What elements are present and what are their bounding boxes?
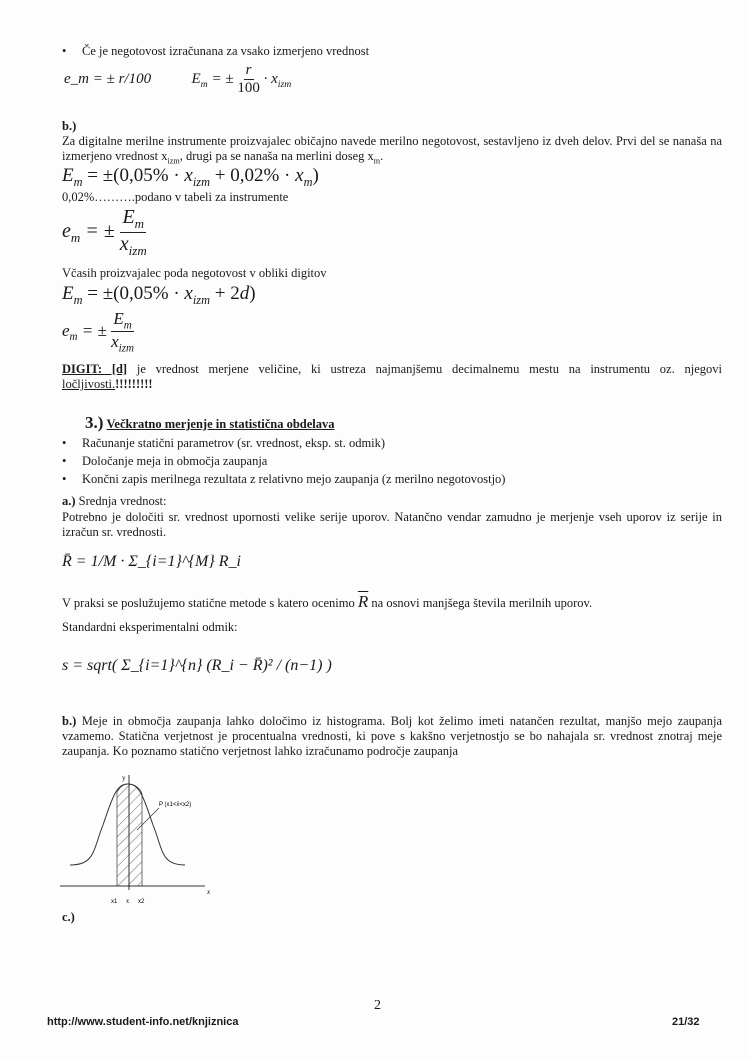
x1-label: x1 [111, 899, 118, 905]
title: Srednja vrednost: [75, 494, 167, 508]
text: je vrednost merjene veličine, ki ustreza najmanjšemu decimalnemu mestu na instrumentu oz. njegovi [127, 362, 722, 376]
equation-em-left: e_m = ± r/100 [64, 71, 152, 87]
text: !!!!!!!!! [115, 377, 153, 391]
note-002: 0,02%……….podano v tabeli za instrumente [62, 190, 289, 204]
section-number: 3.) [85, 413, 104, 432]
text: Meje in območja zaupanja lahko določimo iz histograma. Bolj kot želimo imeti natančen rezultat, manjšo mejo zaupanja vzamemo. Statična verjetnost je procentualna vrednosti, ki pove s kakšno verjetnostjo se bo nahajala sr. vrednost znotraj meje zaupanja. Ko poznamo statično verjetnost lahko izračunamo področje zaupanja [62, 714, 722, 758]
page-number: 2 [374, 998, 381, 1013]
list-item: • Končni zapis merilnega rezultata z relativno mejo zaupanja (z merilno negotovostjo) [62, 470, 505, 488]
list-item: • Računanje statični parametrov (sr. vrednost, eksp. st. odmik) [62, 434, 505, 452]
text: na osnovi manjšega števila merilnih uporov. [368, 596, 593, 610]
section-3-heading [85, 413, 335, 433]
x-axis-label: x [207, 888, 211, 896]
text: V praksi se poslužujemo statične metode s katero ocenimo [62, 596, 358, 610]
probability-label: P (x1<x̄<x2) [159, 802, 192, 808]
text: ločljivosti. [62, 377, 116, 391]
digit-intro: Včasih proizvajalec poda negotovost v obliki digitov [62, 266, 327, 280]
text: m [373, 156, 381, 166]
text: izm [167, 156, 180, 166]
y-axis-label: y [122, 774, 126, 782]
paragraph-praksi [62, 592, 592, 612]
text: . [380, 149, 384, 163]
equation-digital-error: $E_m = \pm(0,05\% \cdot x_{izm} + 0,02\% \cdot x_m)$ [62, 165, 319, 189]
digit-definition [62, 362, 722, 392]
std-label: Standardni eksperimentalni odmik: [62, 620, 238, 634]
list-item: • Določanje meja in območja zaupanja [62, 452, 505, 470]
footer-page-count: 21/32 [672, 1016, 700, 1028]
equation-relative-error: e_m = ± r/100 $E_m$ = ± $\frac{r}{100}$ · $x_{izm}$ [64, 62, 292, 96]
text: Za digitalne merilne instrumente proizvajalec običajno navede merilno negotovost, sestavljeno iz dveh delov. Prvi del se nanaša na izmerjeno vrednost x [62, 134, 722, 163]
section-c-label: c.) [62, 910, 75, 924]
section-title: Večkratno merjenje in statistična obdelava [106, 417, 335, 431]
r-bar-symbol: $\overline{R}$ [357, 592, 369, 611]
label: a.) [62, 494, 76, 508]
digit-label: DIGIT: [d] [62, 362, 128, 376]
equation-digit-error: $E_m = \pm(0,05\% \cdot x_{izm} + 2d)$ [62, 283, 256, 307]
label: b.) [62, 714, 77, 728]
equation-std: s = sqrt( Σ_{i=1}^{n} (R_i − R̄)² / (n−1) ) [62, 657, 332, 674]
x2-label: x2 [138, 899, 145, 905]
section-a-heading [62, 494, 167, 509]
list-item: • Če je negotovost izračunana za vsako izmerjeno vrednost [62, 42, 369, 60]
section-3-list [62, 434, 505, 488]
normal-distribution-figure [55, 770, 225, 910]
section-b-label: b.) [62, 119, 77, 133]
equation-mean: R̄ = 1/M · Σ_{i=1}^{M} R_i [62, 553, 241, 570]
equation-em-ratio-2: $e_m$ = ± $\frac{E_m}{x_{izm}}$ [62, 309, 134, 355]
footer-url[interactable]: http://www.student-info.net/knjiznica [47, 1016, 239, 1028]
paragraph-confidence [62, 714, 722, 759]
paragraph-mean: Potrebno je določiti sr. vrednost upornosti velike serije uporov. Natančno vendar zamudno je merjenje vseh uporov iz serije in izračun sr. vrednosti. [62, 510, 722, 539]
intro-list [62, 42, 369, 60]
equation-em-ratio: $e_m$ = ± $\frac{E_m}{x_{izm}}$ [62, 206, 147, 258]
paragraph-digital [62, 134, 722, 169]
text: , drugi pa se nanaša na merlini doseg x [179, 149, 374, 163]
xbar-label: x̄ [126, 899, 129, 905]
